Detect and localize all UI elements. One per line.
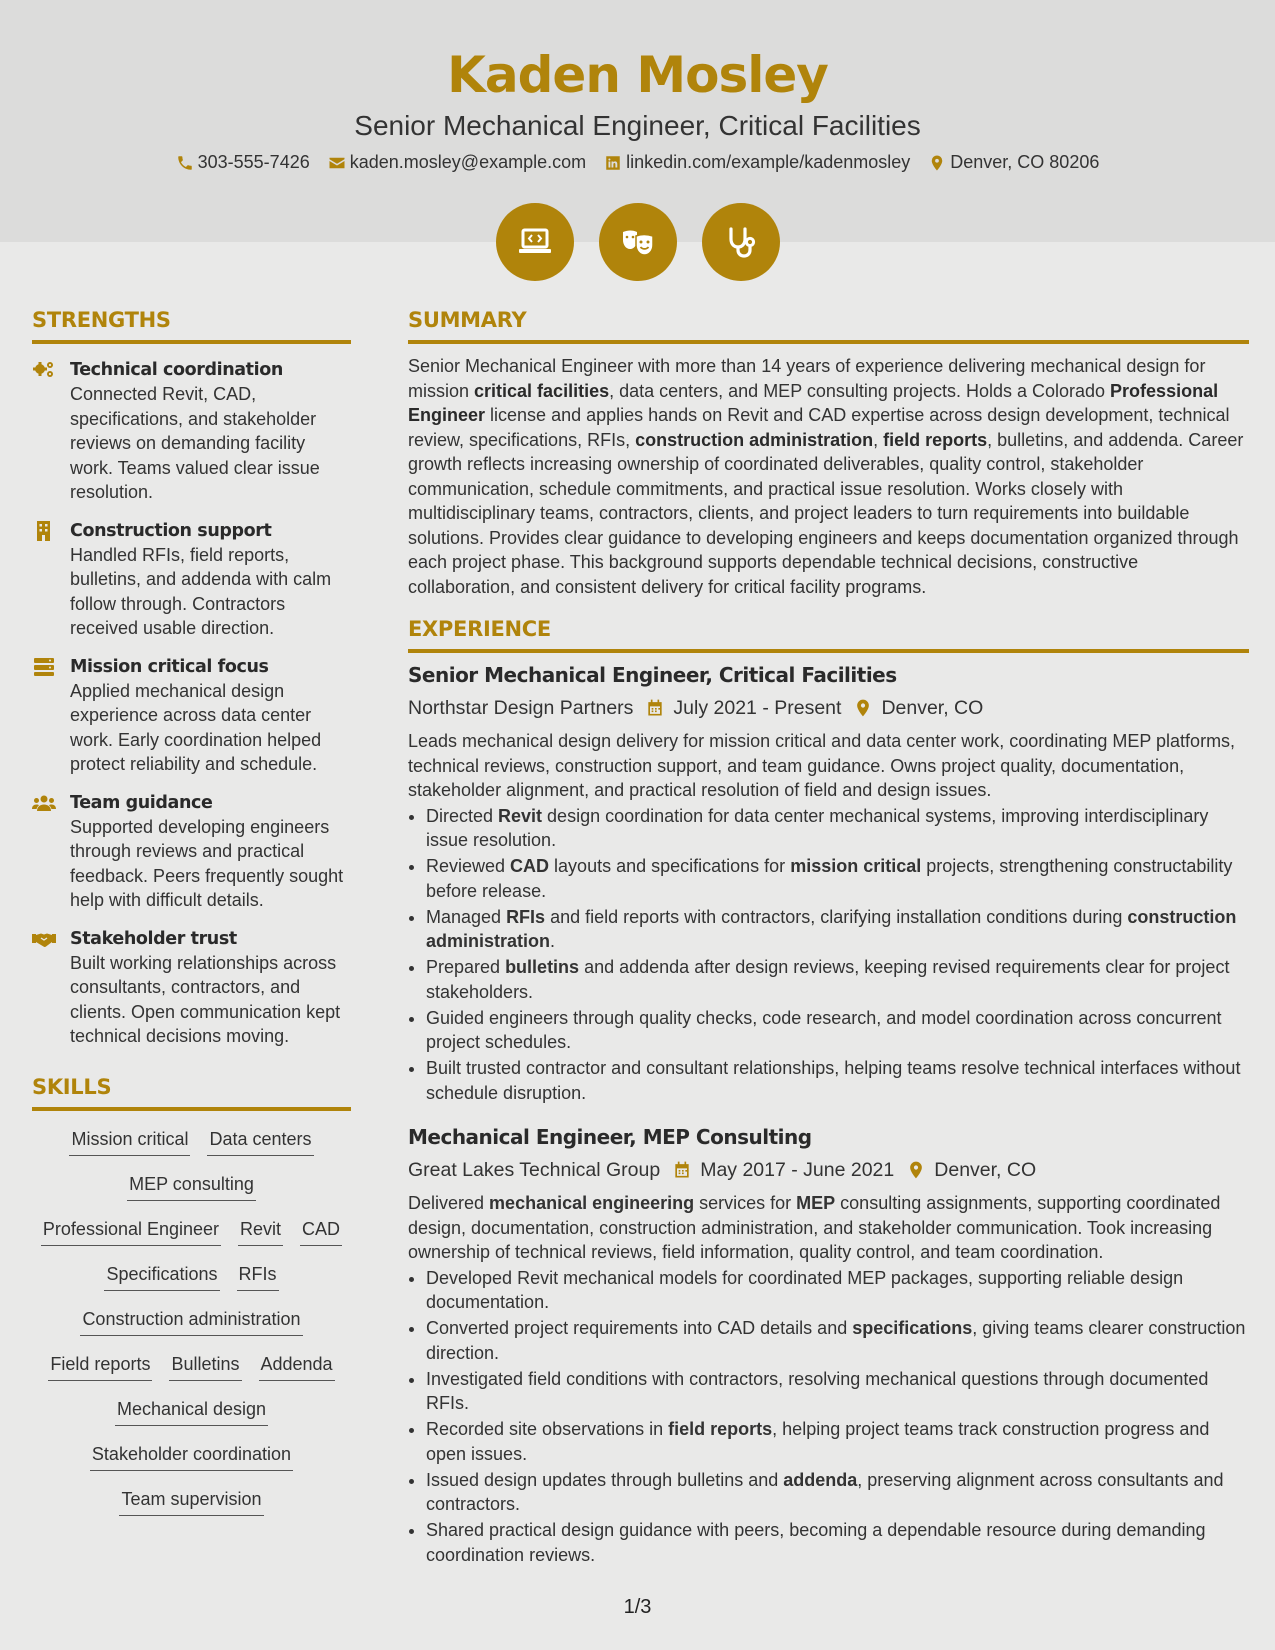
skill-tag: CAD (300, 1217, 342, 1246)
job-bullet (426, 1006, 1249, 1055)
job-description (408, 1191, 1249, 1265)
job-bullet (426, 804, 1249, 853)
strength-item (32, 519, 351, 641)
strength-title: Technical coordination (70, 360, 283, 380)
contact-phone[interactable] (176, 152, 310, 173)
strength-item (32, 927, 351, 1049)
bold-text: field reports (668, 1419, 773, 1439)
skill-tag: Specifications (104, 1262, 219, 1291)
text-span: , data centers, and MEP consulting projects. Holds a Colorado (609, 380, 1111, 401)
job-bullet (426, 1367, 1249, 1416)
strength-item (32, 791, 351, 913)
job-dates: July 2021 - Present (673, 696, 842, 719)
contact-location (928, 152, 1099, 173)
experience-section (408, 617, 1249, 1567)
text-span: and addenda after design reviews, keeping revised requirements clear for project stakeholders. (426, 957, 1230, 1002)
strength-item (32, 358, 351, 505)
linkedin-icon (604, 154, 622, 172)
laptop-code-icon (515, 222, 555, 262)
contact-linkedin[interactable] (604, 152, 910, 173)
text-span: Investigated field conditions with contractors, resolving mechanical questions through documented RFIs. (426, 1368, 1209, 1413)
skill-tag: Data centers (207, 1127, 313, 1156)
strength-item (32, 655, 351, 777)
skill-tag: Addenda (259, 1352, 335, 1381)
strength-title: Stakeholder trust (70, 928, 237, 949)
job-description (408, 729, 1249, 803)
text-span: Directed (426, 805, 499, 826)
text-span: Developed Revit mechanical models for coordinated MEP packages, supporting reliable design documentation. (426, 1267, 1184, 1312)
text-span: Senior Mechanical Engineer with more than 14 years of experience delivering mechanical design for mission (408, 356, 1206, 401)
text-span: Issued design updates through bulletins and (426, 1469, 784, 1490)
bold-text: addenda (783, 1469, 858, 1490)
skill-row (32, 1352, 351, 1397)
skill-row (32, 1397, 351, 1442)
text-span: Built trusted contractor and consultant relationships, helping teams resolve technical interfaces without schedule disruption. (426, 1058, 1241, 1103)
skill-tag: Revit (238, 1217, 283, 1246)
text-span: Recorded site observations in (426, 1419, 669, 1439)
bold-text: bulletins (505, 957, 580, 977)
text-span: , helping project teams track construction progress and open issues. (426, 1419, 1210, 1464)
job-meta (408, 694, 1249, 722)
skill-tag: Stakeholder coordination (90, 1442, 293, 1471)
candidate-title: Senior Mechanical Engineer, Critical Facilities (354, 110, 921, 141)
job-location: Denver, CO (881, 696, 984, 719)
text-span: and field reports with contractors, clarifying installation conditions during (545, 906, 1128, 927)
text-span: . (550, 931, 556, 951)
bold-text: critical facilities (474, 380, 610, 401)
strength-title: Construction support (70, 520, 272, 541)
skill-row (32, 1487, 351, 1532)
gears-icon (32, 360, 56, 380)
text-span: Delivered (408, 1193, 490, 1213)
skill-tag: Professional Engineer (41, 1217, 221, 1246)
text-span: , preserving alignment across consultants and contractors. (426, 1469, 1224, 1514)
stethoscope-circle (702, 203, 780, 281)
strength-title: Team guidance (70, 792, 213, 813)
job-bullet (426, 1316, 1249, 1365)
strength-text: Supported developing engineers through reviews and practical feedback. Peers frequently sought help with difficult details. (70, 816, 344, 910)
job-location: Denver, CO (934, 1158, 1037, 1181)
skills-section (32, 1075, 351, 1532)
job-bullet (426, 1056, 1249, 1105)
text-span: Leads mechanical design delivery for mission critical and data center work, coordinating MEP platforms, technical reviews, construction support, and team guidance. Owns project quality, documentation, stakeholder alignment, and practical resolution of field and design issues. (408, 731, 1236, 800)
text-span: design coordination for data center mechanical systems, improving interdisciplinary issue resolution. (426, 805, 1209, 850)
calendar-icon (645, 698, 665, 718)
skill-row (32, 1442, 351, 1487)
bold-text: mechanical engineering (489, 1193, 695, 1213)
text-span: layouts and specifications for (549, 856, 791, 876)
skill-tag: Field reports (48, 1352, 152, 1381)
users-icon (32, 793, 56, 813)
skill-tag: RFIs (237, 1262, 279, 1291)
envelope-icon (328, 154, 346, 172)
bold-text: construction administration (426, 906, 1237, 951)
skill-row (32, 1262, 351, 1307)
skill-tag: Team supervision (119, 1487, 263, 1516)
text-span: Shared practical design guidance with peers, becoming a dependable resource during demanding coordination reviews. (426, 1520, 1206, 1565)
bold-text: MEP (796, 1193, 836, 1213)
strength-text: Handled RFIs, field reports, bulletins, and addenda with calm follow through. Contractors received usable direction. (70, 544, 332, 638)
handshake-icon (32, 929, 56, 949)
job-bullet (426, 955, 1249, 1004)
job-title: Mechanical Engineer, MEP Consulting (408, 1125, 812, 1149)
strength-text: Connected Revit, CAD, specifications, and stakeholder reviews on demanding facility work. Teams valued clear issue resolution. (70, 384, 320, 502)
theater-masks-circle (599, 203, 677, 281)
bold-text: field reports (883, 429, 988, 450)
text-span: Managed (426, 906, 507, 927)
map-pin-icon (906, 1160, 926, 1180)
phone-icon (176, 154, 194, 172)
text-span: Guided engineers through quality checks, code research, and model coordination across concurrent project schedules. (426, 1007, 1222, 1052)
job-bullet (426, 1518, 1249, 1567)
skill-row (32, 1217, 351, 1262)
job-bullet (426, 1468, 1249, 1517)
skills-heading: SKILLS (32, 1075, 351, 1111)
bold-text: construction administration (635, 429, 874, 450)
bold-text: specifications (852, 1318, 973, 1338)
bold-text: Professional Engineer (408, 380, 1219, 425)
text-span: Prepared (426, 957, 506, 977)
strength-text: Built working relationships across consultants, contractors, and clients. Open communication kept technical decisions moving. (70, 952, 341, 1046)
phone-text: 303-555-7426 (197, 152, 310, 172)
job-bullet (426, 854, 1249, 903)
interest-icons (0, 203, 1275, 281)
bold-text: RFIs (506, 906, 546, 927)
right-column (408, 308, 1249, 1567)
job-bullets (426, 1266, 1249, 1568)
contact-email[interactable] (328, 152, 586, 173)
strengths-heading: STRENGTHS (32, 308, 351, 344)
map-pin-icon (928, 154, 946, 172)
summary-text (408, 354, 1249, 599)
candidate-name: Kaden Mosley (447, 46, 828, 104)
left-column (32, 308, 351, 1532)
contact-row (0, 152, 1275, 173)
job-bullet (426, 905, 1249, 954)
skill-tag: MEP consulting (127, 1172, 256, 1201)
theater-masks-icon (618, 222, 658, 262)
text-span: consulting assignments, supporting coordinated design, documentation, construction administration, and stakeholder communication. Took increasing ownership of technical reviews, field information, quality control, and team coordination. (408, 1193, 1221, 1262)
job-bullet (426, 1417, 1249, 1466)
job-bullet (426, 1266, 1249, 1315)
linkedin-text: linkedin.com/example/kadenmosley (626, 152, 911, 172)
job-meta (408, 1156, 1249, 1184)
job-company: Great Lakes Technical Group (408, 1158, 661, 1181)
text-span: Converted project requirements into CAD details and (426, 1318, 853, 1338)
text-span: , giving teams clearer construction direction. (426, 1318, 1246, 1363)
page-number: 1/3 (623, 1596, 652, 1618)
bold-text: Revit (498, 805, 543, 826)
map-pin-icon (853, 698, 873, 718)
job-title: Senior Mechanical Engineer, Critical Facilities (408, 663, 897, 687)
experience-heading: EXPERIENCE (408, 617, 1249, 653)
skill-tag: Bulletins (169, 1352, 241, 1381)
calendar-icon (672, 1160, 692, 1180)
job-company: Northstar Design Partners (408, 696, 634, 719)
text-span: services for (694, 1193, 797, 1213)
email-text: kaden.mosley@example.com (349, 152, 587, 172)
skill-tag: Mission critical (69, 1127, 190, 1156)
skill-row (32, 1127, 351, 1172)
job-dates: May 2017 - June 2021 (700, 1158, 895, 1181)
bold-text: mission critical (790, 856, 922, 876)
server-icon (32, 657, 56, 677)
stethoscope-icon (721, 222, 761, 262)
text-span: license and applies hands on Revit and CAD expertise across design development, technical review, specifications, RFIs, (408, 405, 1230, 450)
skill-row (32, 1172, 351, 1217)
text-span: Reviewed (426, 856, 511, 876)
summary-heading: SUMMARY (408, 308, 1249, 344)
job-entry (408, 1123, 1249, 1567)
text-span: projects, strengthening constructability before release. (426, 856, 1233, 901)
text-span: , (873, 429, 884, 450)
bold-text: CAD (510, 856, 550, 876)
strength-title: Mission critical focus (70, 656, 269, 677)
location-text: Denver, CO 80206 (950, 152, 1100, 172)
skill-tag: Mechanical design (115, 1397, 268, 1426)
skill-row (32, 1307, 351, 1352)
strength-text: Applied mechanical design experience across data center work. Early coordination helped protect reliability and schedule. (70, 680, 322, 774)
skill-tag: Construction administration (80, 1307, 302, 1336)
text-span: , bulletins, and addenda. Career growth reflects increasing ownership of coordinated deliverables, quality control, stakeholder communication, schedule commitments, and practical issue resolution. Works closely with multidisciplinary teams, contractors, clients, and project leaders to turn requirements into buildable solutions. Provides clear guidance to developing engineers and keeps documentation organized through each project phase. This background supports dependable technical decisions, constructive collaboration, and consistent delivery for critical facility programs. (408, 429, 1244, 597)
building-icon (32, 521, 56, 541)
skills-list (32, 1127, 351, 1532)
job-bullets (426, 804, 1249, 1106)
laptop-code-circle (496, 203, 574, 281)
job-entry (408, 661, 1249, 1105)
